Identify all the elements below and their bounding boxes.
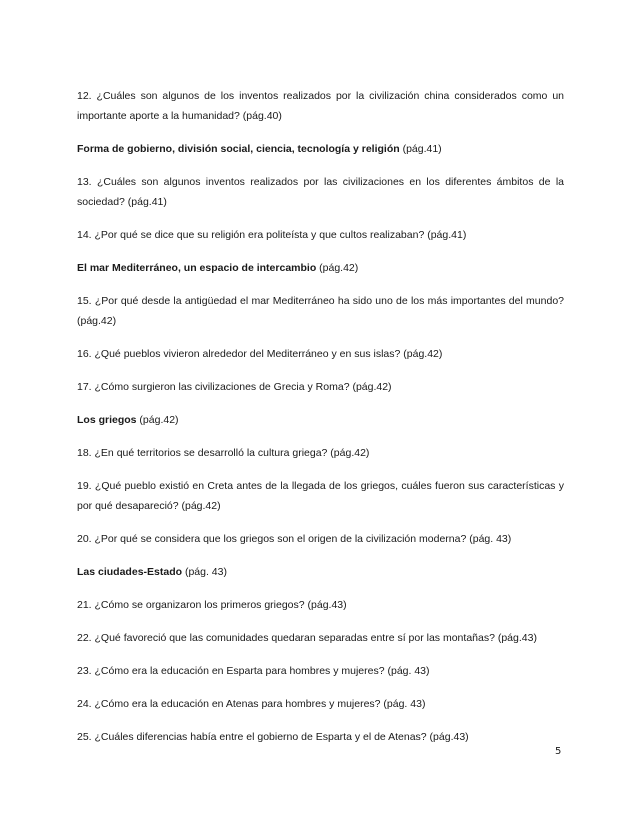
question-24: 24. ¿Cómo era la educación en Atenas para hombres y mujeres? (pág. 43) <box>77 698 426 710</box>
section-heading-city-states <box>77 562 564 582</box>
question-25: 25. ¿Cuáles diferencias había entre el gobierno de Esparta y el de Atenas? (pág.43) <box>77 731 469 743</box>
question-20: 20. ¿Por qué se considera que los griegos son el origen de la civilización moderna? (pág. 43) <box>77 533 512 545</box>
question-19: 19. ¿Qué pueblo existió en Creta antes de la llegada de los griegos, cuáles fueron sus características y por qué desapareció? (pág.42) <box>77 480 564 512</box>
question-14: 14. ¿Por qué se dice que su religión era politeísta y que cultos realizaban? (pág.41) <box>77 229 467 241</box>
question-17: 17. ¿Cómo surgieron las civilizaciones de Grecia y Roma? (pág.42) <box>77 381 392 393</box>
heading-title: Las ciudades-Estado <box>77 566 183 578</box>
document-page <box>77 86 564 760</box>
heading-title: Forma de gobierno, división social, ciencia, tecnología y religión <box>77 143 400 155</box>
heading-page-ref: (pág.41) <box>399 143 442 155</box>
question-23: 23. ¿Cómo era la educación en Esparta para hombres y mujeres? (pág. 43) <box>77 665 430 677</box>
heading-page-ref: (pág.42) <box>136 414 179 426</box>
question-21: 21. ¿Cómo se organizaron los primeros griegos? (pág.43) <box>77 599 347 611</box>
question-18: 18. ¿En qué territorios se desarrolló la cultura griega? (pág.42) <box>77 447 370 459</box>
question-22: 22. ¿Qué favoreció que las comunidades quedaran separadas entre sí por las montañas? (pág.43) <box>77 632 537 644</box>
section-heading-greeks <box>77 410 564 430</box>
page-number: 5 <box>555 746 562 757</box>
question-16: 16. ¿Qué pueblos vivieron alrededor del Mediterráneo y en sus islas? (pág.42) <box>77 348 443 360</box>
section-heading-government <box>77 139 564 159</box>
question-13: 13. ¿Cuáles son algunos inventos realizados por las civilizaciones en los diferentes ámbitos de la sociedad? (pág.41) <box>77 176 564 208</box>
heading-title: El mar Mediterráneo, un espacio de intercambio <box>77 262 317 274</box>
question-12: 12. ¿Cuáles son algunos de los inventos realizados por la civilización china considerados como un importante aporte a la humanidad? (pág.40) <box>77 90 564 122</box>
heading-page-ref: (pág. 43) <box>182 566 227 578</box>
heading-title: Los griegos <box>77 414 137 426</box>
heading-page-ref: (pág.42) <box>316 262 359 274</box>
question-15: 15. ¿Por qué desde la antigüedad el mar Mediterráneo ha sido uno de los más importantes del mundo? (pág.42) <box>77 295 564 327</box>
section-heading-mediterranean <box>77 258 564 278</box>
